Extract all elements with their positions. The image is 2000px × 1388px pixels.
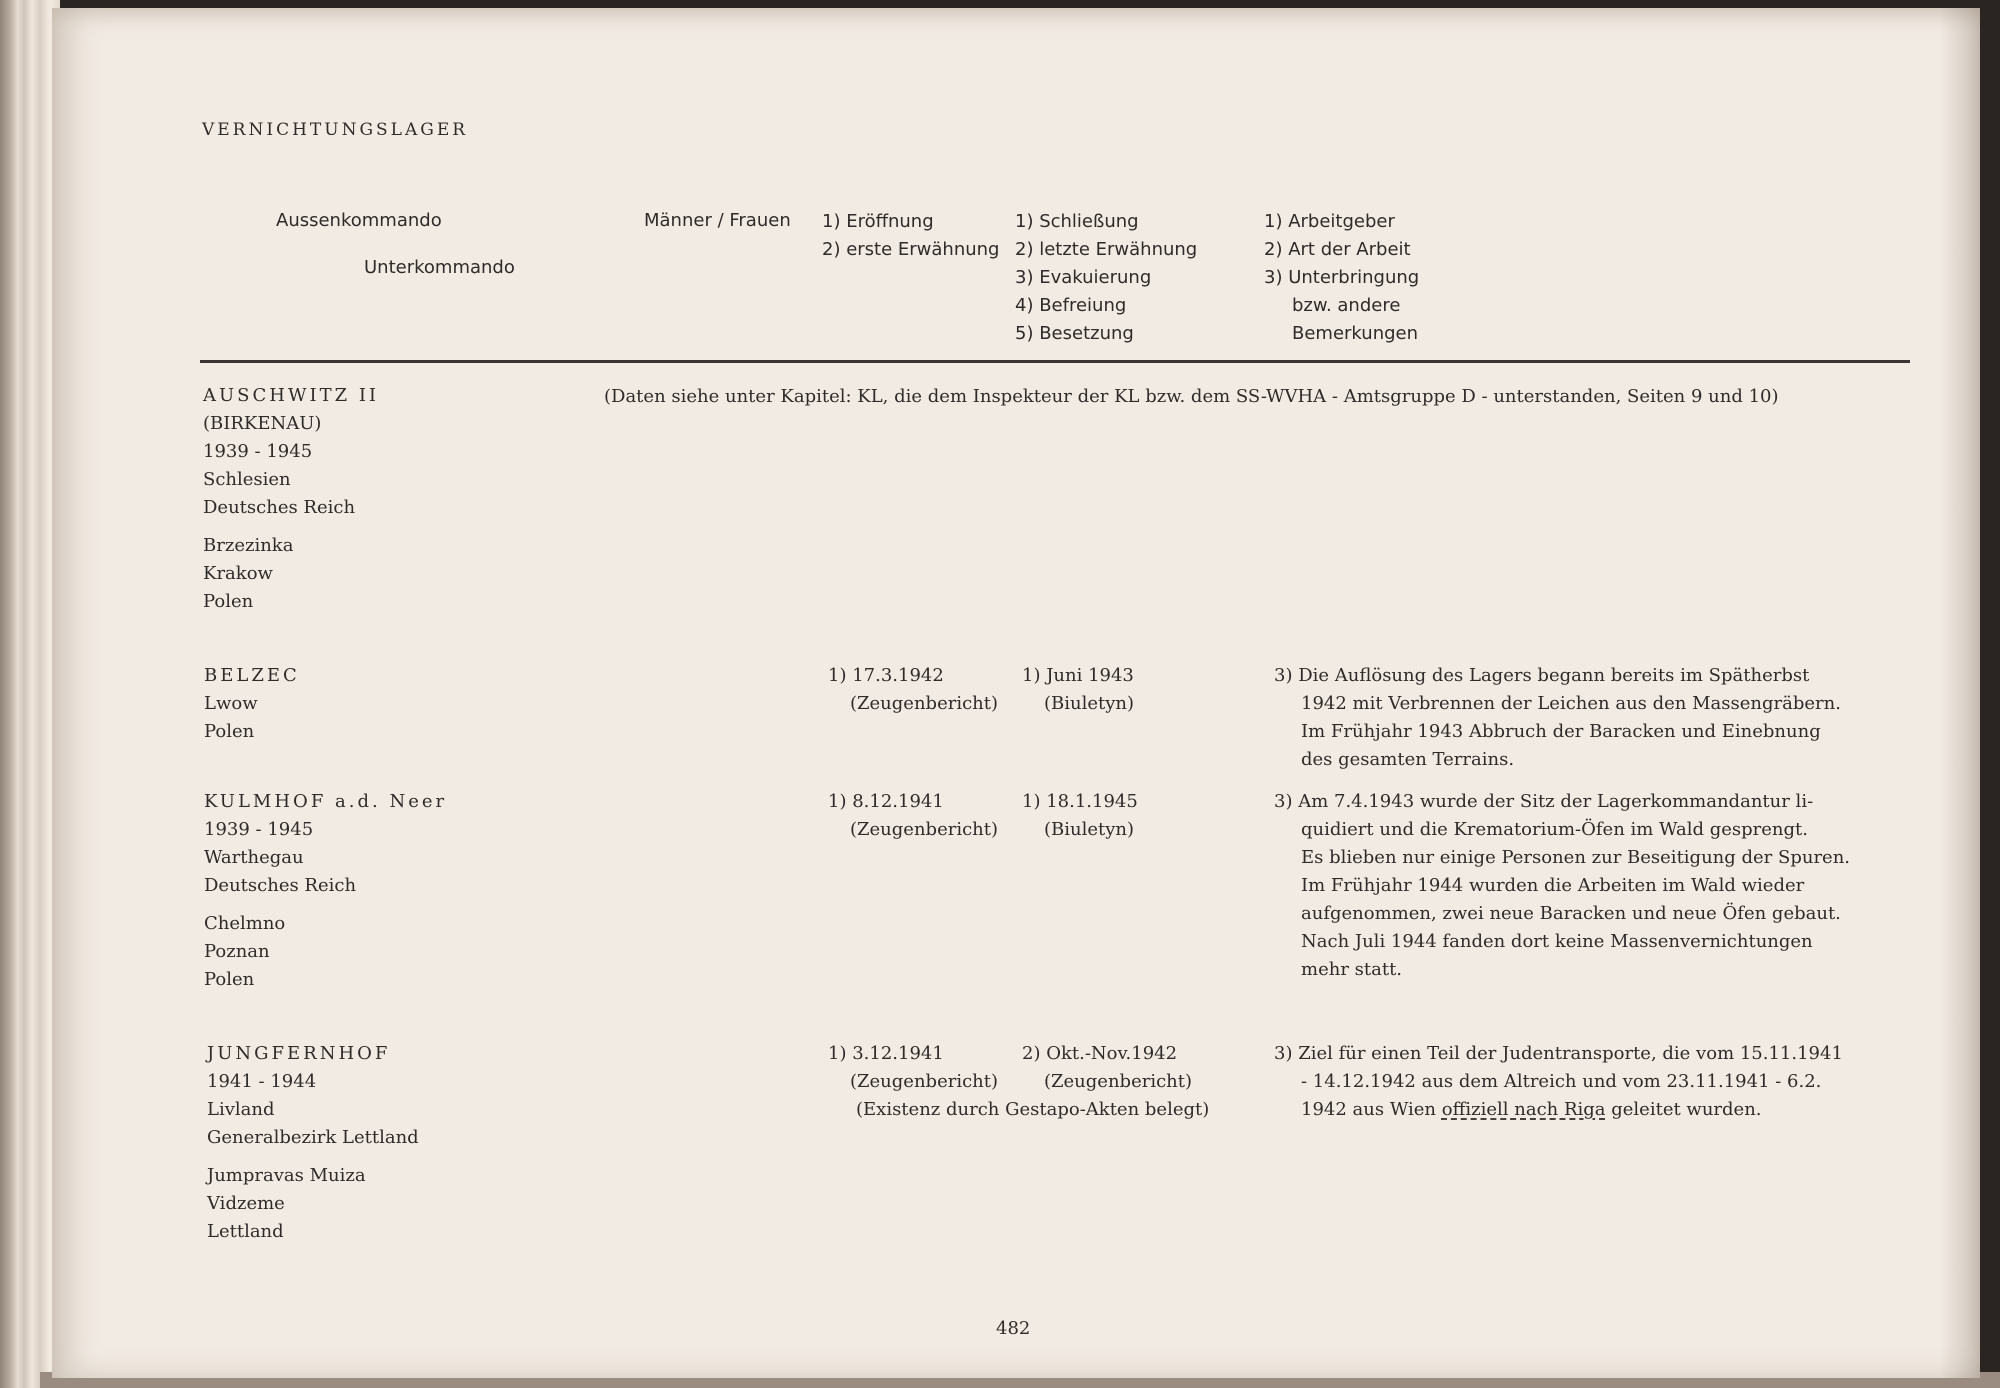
entry-belzec: BELZEC Lwow Polen bbox=[204, 662, 300, 746]
entry-name: BELZEC bbox=[204, 665, 300, 686]
kulmhof-closing: 1) 18.1.1945 (Biuletyn) bbox=[1022, 791, 1138, 840]
underlined-phrase: offiziell nach Riga bbox=[1441, 1099, 1606, 1120]
page-title: VERNICHTUNGSLAGER bbox=[202, 120, 469, 140]
entry-kulmhof: KULMHOF a.d. Neer 1939 - 1945 Warthegau Deutsches Reich Chelmno Poznan Polen bbox=[204, 788, 447, 994]
jungfernhof-remarks: 3) Ziel für einen Teil der Judentransporte, die vom 15.11.1941 - 14.12.1942 aus dem Altreich und vom 23.11.1941 - 6.2. 1942 aus Wien offiziell nach Riga geleitet wurden. bbox=[1274, 1043, 1843, 1120]
belzec-remarks: 3) Die Auflösung des Lagers begann bereits im Spätherbst 1942 mit Verbrennen der Leichen aus den Massengräbern. Im Frühjahr 1943 Abbruch der Baracken und Einebnung des gesamten Terrains. bbox=[1274, 665, 1841, 770]
jungfernhof-closing: 2) Okt.-Nov.1942 (Zeugenbericht) bbox=[1022, 1043, 1193, 1092]
book-edge bbox=[0, 0, 60, 1388]
entry-jungfernhof: JUNGFERNHOF 1941 - 1944 Livland Generalbezirk Lettland Jumpravas Muiza Vidzeme Lettland bbox=[207, 1040, 419, 1246]
entry-name: KULMHOF a.d. Neer bbox=[204, 791, 448, 812]
header-aussenkommando: Aussenkommando bbox=[276, 210, 442, 231]
header-opening: 1) Eröffnung 2) erste Erwähnung bbox=[822, 211, 1000, 260]
page-number: 482 bbox=[996, 1318, 1031, 1339]
book-page bbox=[52, 8, 1980, 1378]
kulmhof-remarks: 3) Am 7.4.1943 wurde der Sitz der Lagerkommandantur li- quidiert und die Krematorium-Öfen im Wald gesprengt. Es blieben nur einige Personen zur Beseitigung der Spuren. Im Frühjahr 1944 wurden die Arbeiten im Wald wieder aufgenommen, zwei neue Baracken und neue Öfen gebaut. Nach Juli 1944 fanden dort keine Massenvernichtungen mehr statt. bbox=[1274, 791, 1851, 980]
header-unterkommando: Unterkommando bbox=[364, 257, 515, 278]
auschwitz-note: (Daten siehe unter Kapitel: KL, die dem Inspekteur der KL bzw. dem SS-WVHA - Amtsgruppe D - unterstanden, Seiten 9 und 10) bbox=[604, 386, 1779, 407]
jungfernhof-opening: 1) 3.12.1941 (Zeugenbericht) (Existenz durch Gestapo-Akten belegt) bbox=[828, 1043, 1210, 1120]
kulmhof-opening: 1) 8.12.1941 (Zeugenbericht) bbox=[828, 791, 999, 840]
header-remarks: 1) Arbeitgeber 2) Art der Arbeit 3) Unterbringung bzw. andere Bemerkungen bbox=[1264, 211, 1420, 344]
header-rule bbox=[200, 360, 1910, 363]
belzec-closing: 1) Juni 1943 (Biuletyn) bbox=[1022, 665, 1135, 714]
entry-auschwitz: AUSCHWITZ II (BIRKENAU) 1939 - 1945 Schlesien Deutsches Reich Brzezinka Krakow Polen bbox=[203, 382, 379, 616]
header-maenner-frauen: Männer / Frauen bbox=[644, 210, 791, 231]
belzec-opening: 1) 17.3.1942 (Zeugenbericht) bbox=[828, 665, 999, 714]
header-closing: 1) Schließung 2) letzte Erwähnung 3) Evakuierung 4) Befreiung 5) Besetzung bbox=[1015, 211, 1198, 344]
entry-name: AUSCHWITZ II bbox=[203, 385, 380, 406]
entry-name: JUNGFERNHOF bbox=[207, 1043, 391, 1064]
